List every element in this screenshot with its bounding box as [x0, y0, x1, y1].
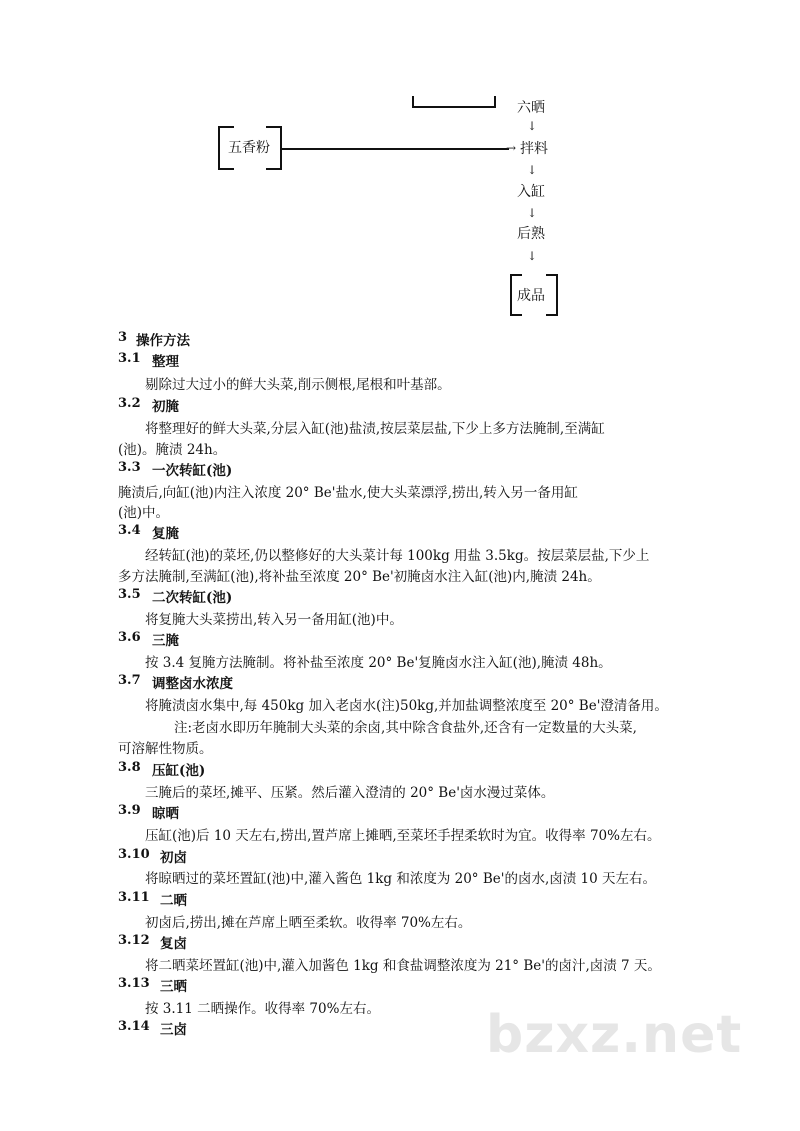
flow-bracket-top — [412, 106, 496, 108]
paragraph-line: 压缸(池)后 10 天左右,捞出,置芦席上摊晒,至菜坯手捏柔软时为宜。收得率 70%左右。 — [145, 828, 661, 844]
paragraph-line: 将二晒菜坯置缸(池)中,灌入加酱色 1kg 和食盐调整浓度为 21° Be'的卤汁,卤渍 7 天。 — [145, 958, 661, 974]
flow-bracket-right — [494, 96, 496, 108]
section-title: 一次转缸(池) — [152, 463, 233, 479]
flow-bracket-left — [412, 96, 414, 108]
section-title: 初腌 — [152, 399, 179, 415]
section-title: 晾晒 — [152, 806, 179, 822]
section-title: 三腌 — [152, 633, 179, 649]
flow-step-1: 六晒 — [517, 100, 545, 116]
paragraph-line: 将整理好的鲜大头菜,分层入缸(池)盐渍,按层菜层盐,下少上多方法腌制,至满缸 — [145, 421, 605, 437]
paragraph-line: 按 3.11 二晒操作。收得率 70%左右。 — [145, 1001, 380, 1017]
section-number: 3.14 — [118, 1019, 150, 1034]
section-title: 复腌 — [152, 526, 179, 542]
section-number: 3 — [118, 330, 128, 345]
section-title: 三晒 — [160, 979, 187, 995]
section-title: 调整卤水浓度 — [152, 676, 233, 692]
section-title: 整理 — [152, 354, 179, 370]
section-number: 3.9 — [118, 803, 141, 818]
section-title: 压缸(池) — [152, 763, 206, 779]
paragraph-line: (池)。腌渍 24h。 — [118, 442, 227, 458]
paragraph-line: 初卤后,捞出,摊在芦席上晒至柔软。收得率 70%左右。 — [145, 915, 472, 931]
section-title: 三卤 — [160, 1022, 187, 1038]
paragraph-line: 将腌渍卤水集中,每 450kg 加入老卤水(注)50kg,并加盐调整浓度至 20° Be'澄清备用。 — [145, 698, 668, 714]
flow-arrow-3: ↓ — [527, 206, 538, 220]
paragraph-line: 三腌后的菜坯,摊平、压紧。然后灌入澄清的 20° Be'卤水漫过菜体。 — [145, 785, 555, 801]
section-number: 3.5 — [118, 587, 141, 602]
section-title: 操作方法 — [136, 333, 190, 349]
section-number: 3.12 — [118, 933, 150, 948]
section-number: 3.3 — [118, 460, 141, 475]
section-number: 3.11 — [118, 890, 150, 905]
section-number: 3.13 — [118, 976, 150, 991]
paragraph-line: 剔除过大过小的鲜大头菜,削示侧根,尾根和叶基部。 — [145, 377, 451, 393]
flow-input-label: 五香粉 — [228, 140, 270, 156]
flow-arrow-4: ↓ — [527, 249, 538, 263]
flow-step-2: 拌料 — [520, 141, 548, 157]
section-title: 二次转缸(池) — [152, 590, 233, 606]
flow-step-3: 入缸 — [517, 184, 545, 200]
paragraph-line: 将晾晒过的菜坯置缸(池)中,灌入酱色 1kg 和浓度为 20° Be'的卤水,卤渍 10 天左右。 — [145, 871, 657, 887]
flow-connector-arrow: → — [506, 141, 517, 155]
section-number: 3.10 — [118, 847, 150, 862]
section-title: 二晒 — [160, 893, 187, 909]
section-number: 3.6 — [118, 630, 141, 645]
flow-step-4: 后熟 — [517, 226, 545, 242]
paragraph-line: 腌渍后,向缸(池)内注入浓度 20° Be'盐水,使大头菜漂浮,捞出,转入另一备用缸 — [118, 485, 578, 501]
section-number: 3.1 — [118, 351, 141, 366]
paragraph-line: 经转缸(池)的菜坯,仍以整修好的大头菜计每 100kg 用盐 3.5kg。按层菜层盐,下少上 — [145, 548, 650, 564]
section-number: 3.8 — [118, 760, 141, 775]
paragraph-line: 将复腌大头菜捞出,转入另一备用缸(池)中。 — [145, 612, 403, 628]
flow-arrow-1: ↓ — [527, 119, 538, 133]
section-title: 初卤 — [160, 850, 187, 866]
flow-connector-line — [281, 148, 509, 150]
watermark: bzxz.net — [486, 1005, 743, 1065]
paragraph-line: 按 3.4 复腌方法腌制。将补盐至浓度 20° Be'复腌卤水注入缸(池),腌渍 48h。 — [145, 655, 612, 671]
paragraph-line: (池)中。 — [118, 505, 170, 521]
section-title: 复卤 — [160, 936, 187, 952]
paragraph-line: 多方法腌制,至满缸(池),将补盐至浓度 20° Be'初腌卤水注入缸(池)内,腌渍 24h。 — [118, 569, 601, 585]
section-number: 3.2 — [118, 396, 141, 411]
flow-arrow-2: ↓ — [527, 163, 538, 177]
note-line: 可溶解性物质。 — [118, 741, 213, 757]
note-line: 注:老卤水即历年腌制大头菜的余卤,其中除含食盐外,还含有一定数量的大头菜, — [174, 720, 637, 736]
section-number: 3.7 — [118, 673, 141, 688]
section-number: 3.4 — [118, 523, 141, 538]
flow-product-label: 成品 — [517, 288, 545, 304]
